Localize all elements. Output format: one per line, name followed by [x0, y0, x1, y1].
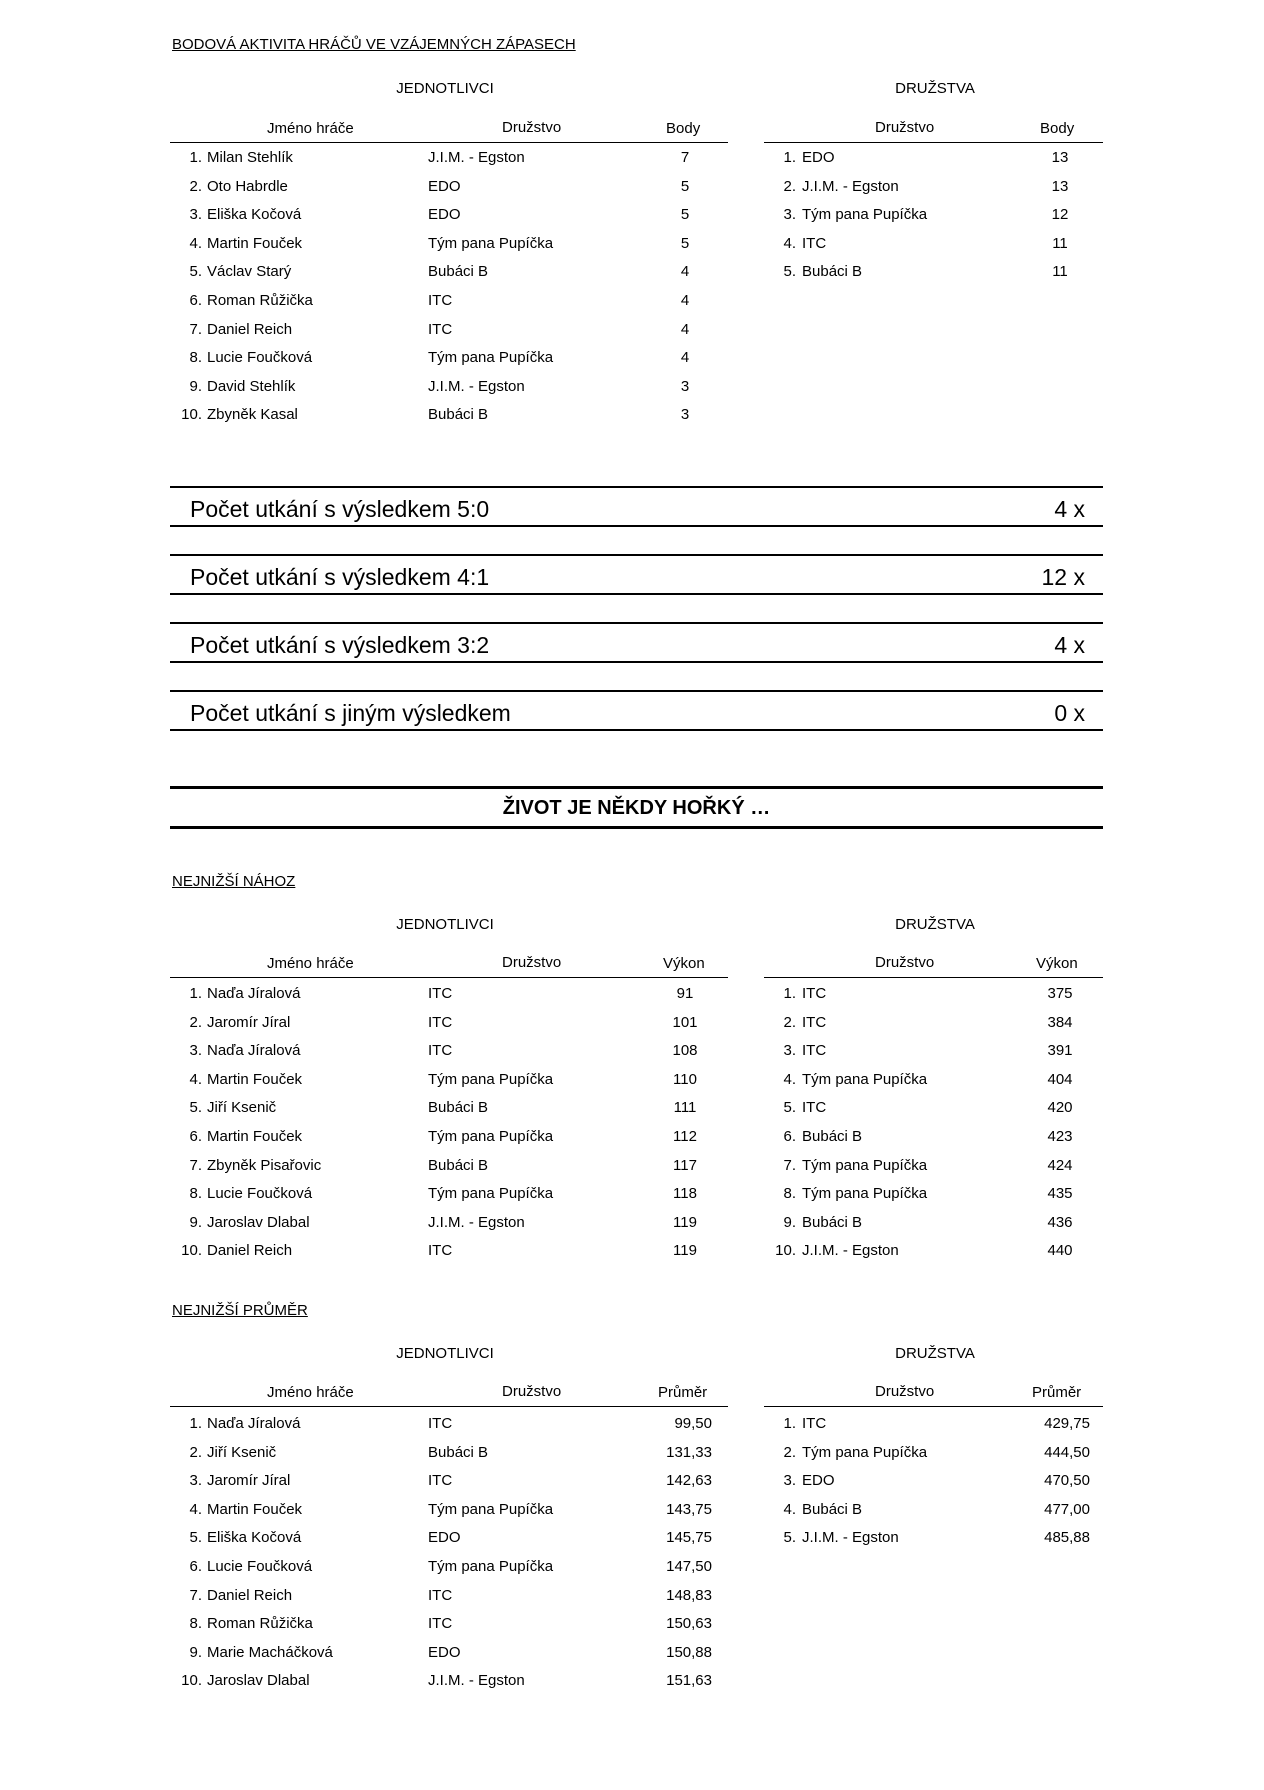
section-title-prumer: NEJNIŽŠÍ PRŮMĚR: [172, 1302, 308, 1319]
team-name: ITC: [428, 1242, 453, 1260]
team-name: ITC: [428, 292, 453, 309]
table-row: [0, 1614, 1264, 1634]
row-value: 485,88: [1044, 1529, 1090, 1547]
row-rank: 1.: [783, 1415, 796, 1432]
row-value: 13: [1051, 149, 1069, 166]
team-name: ITC: [802, 985, 827, 1002]
row-value: 142,63: [666, 1472, 712, 1490]
team-name: J.I.M. - Egston: [802, 1242, 899, 1260]
row-value: 470,50: [1044, 1472, 1090, 1490]
table-row: [0, 320, 1264, 340]
row-rank: 5.: [189, 263, 202, 281]
row-value: 110: [673, 1070, 697, 1088]
team-name: J.I.M. - Egston: [802, 177, 899, 195]
header-rule: [764, 142, 1103, 143]
row-rank: 3.: [783, 1472, 796, 1490]
table-row: [0, 291, 1264, 311]
table-row: [0, 1041, 1264, 1061]
banner-rule-bottom: [170, 826, 1103, 829]
row-rank: 9.: [189, 1213, 202, 1231]
row-rank: 2.: [189, 1443, 202, 1461]
result-rule-top: [170, 486, 1103, 488]
team-name: Bubáci B: [428, 406, 489, 424]
player-name: Jaromír Jíral: [207, 1013, 291, 1031]
player-name: Lucie Foučková: [207, 349, 313, 367]
table-row: [0, 1557, 1264, 1577]
result-label: Počet utkání s jiným výsledkem: [190, 700, 511, 726]
table-row: [0, 205, 1264, 225]
row-value: 375: [1047, 985, 1073, 1002]
result-value: 4 x: [1054, 632, 1085, 658]
table-row: [0, 1241, 1264, 1261]
row-value: 111: [673, 1099, 697, 1117]
col-team-body: Body: [1040, 120, 1075, 137]
row-value: 477,00: [1044, 1500, 1090, 1518]
row-value: 145,75: [666, 1529, 712, 1547]
row-value: 5: [680, 234, 690, 252]
col-team-druzstvo: Družstvo: [875, 1383, 935, 1400]
player-name: Lucie Foučková: [207, 1558, 313, 1575]
table-row: [0, 377, 1264, 397]
team-name: ITC: [428, 1615, 453, 1633]
result-rule-top: [170, 554, 1103, 556]
row-value: 5: [680, 177, 690, 195]
team-name: Tým pana Pupíčka: [802, 1156, 928, 1174]
row-rank: 7.: [189, 1586, 202, 1604]
table-row: [0, 1013, 1264, 1033]
result-value: 12 x: [1041, 564, 1085, 590]
team-name: Tým pana Pupíčka: [428, 1500, 554, 1518]
player-name: Václav Starý: [207, 263, 292, 281]
col-druzstvo: Družstvo: [502, 1383, 562, 1400]
result-rule-top: [170, 690, 1103, 692]
row-rank: 5.: [189, 1529, 202, 1547]
row-rank: 3.: [189, 1042, 202, 1060]
row-rank: 6.: [189, 292, 202, 309]
result-rule-bottom: [170, 525, 1103, 527]
player-name: Roman Růžička: [207, 1615, 313, 1633]
result-rule-bottom: [170, 661, 1103, 663]
row-value: 11: [1052, 263, 1068, 281]
row-value: 4: [680, 263, 690, 281]
team-name: ITC: [428, 320, 453, 338]
row-rank: 1.: [189, 1415, 202, 1432]
team-name: ITC: [428, 1415, 453, 1432]
team-name: EDO: [428, 206, 461, 224]
row-rank: 3.: [189, 1472, 202, 1490]
row-rank: 4.: [783, 1070, 796, 1088]
team-name: Bubáci B: [802, 1128, 863, 1145]
row-rank: 10.: [775, 1242, 796, 1260]
row-rank: 8.: [189, 1185, 202, 1203]
team-name: J.I.M. - Egston: [802, 1529, 899, 1547]
row-rank: 2.: [783, 1013, 796, 1031]
row-rank: 2.: [189, 177, 202, 195]
row-value: 4: [680, 349, 690, 367]
row-value: 404: [1047, 1070, 1073, 1088]
row-rank: 1.: [189, 149, 202, 166]
row-rank: 8.: [783, 1185, 796, 1203]
player-name: Naďa Jíralová: [207, 985, 301, 1002]
team-name: Tým pana Pupíčka: [428, 1128, 554, 1145]
table-row: [0, 405, 1264, 425]
team-name: ITC: [802, 1099, 827, 1117]
col-prumer: Průměr: [658, 1384, 708, 1401]
team-name: ITC: [428, 1013, 453, 1031]
row-rank: 6.: [189, 1558, 202, 1575]
section-title-nahoz: NEJNIŽŠÍ NÁHOZ: [172, 873, 296, 890]
row-value: 424: [1047, 1156, 1073, 1174]
header-rule: [170, 142, 728, 143]
team-name: EDO: [428, 1529, 461, 1547]
player-name: Naďa Jíralová: [207, 1042, 301, 1060]
table-row: [0, 1586, 1264, 1606]
team-name: EDO: [428, 177, 461, 195]
team-name: Bubáci B: [428, 1156, 489, 1174]
team-name: ITC: [428, 985, 453, 1002]
banner-rule-top: [170, 786, 1103, 789]
row-rank: 4.: [783, 1500, 796, 1518]
col-body: Body: [666, 120, 701, 137]
banner-title: ŽIVOT JE NĚKDY HOŘKÝ …: [502, 797, 771, 819]
row-value: 147,50: [666, 1558, 712, 1575]
header-rule: [764, 977, 1103, 978]
row-value: 131,33: [666, 1443, 712, 1461]
team-name: Tým pana Pupíčka: [428, 349, 554, 367]
table-row: [0, 177, 1264, 197]
player-name: Martin Fouček: [207, 234, 303, 252]
result-label: Počet utkání s výsledkem 3:2: [190, 632, 490, 658]
team-name: EDO: [428, 1643, 461, 1661]
team-name: Tým pana Pupíčka: [428, 1185, 554, 1203]
row-rank: 5.: [783, 263, 796, 281]
player-name: Lucie Foučková: [207, 1185, 313, 1203]
col-druzstvo: Družstvo: [502, 119, 562, 136]
table-row: [0, 148, 1264, 168]
row-value: 423: [1047, 1128, 1073, 1145]
team-name: Tým pana Pupíčka: [428, 1558, 554, 1575]
player-name: Jaroslav Dlabal: [207, 1672, 310, 1690]
row-rank: 8.: [189, 349, 202, 367]
header-rule: [764, 1406, 1103, 1407]
row-value: 117: [673, 1156, 697, 1174]
table-row: [0, 1098, 1264, 1118]
col-jmeno: Jméno hráče: [267, 955, 354, 972]
team-name: ITC: [428, 1042, 453, 1060]
player-name: Eliška Kočová: [207, 206, 302, 224]
table-row: [0, 1070, 1264, 1090]
row-value: 440: [1047, 1242, 1073, 1260]
team-name: ITC: [802, 1013, 827, 1031]
row-rank: 5.: [783, 1529, 796, 1547]
row-rank: 2.: [189, 1013, 202, 1031]
row-rank: 10.: [181, 1242, 202, 1260]
player-name: Jaroslav Dlabal: [207, 1213, 310, 1231]
row-value: 4: [680, 320, 690, 338]
player-name: Roman Růžička: [207, 292, 313, 309]
group-head-druzstva: DRUŽSTVA: [895, 1345, 975, 1362]
row-value: 12: [1051, 206, 1069, 224]
row-rank: 9.: [189, 1643, 202, 1661]
team-name: EDO: [802, 149, 835, 166]
row-value: 150,63: [666, 1615, 712, 1633]
team-name: J.I.M. - Egston: [428, 1213, 525, 1231]
table-row: [0, 262, 1264, 282]
result-rule-bottom: [170, 593, 1103, 595]
table-row: [0, 234, 1264, 254]
team-name: Tým pana Pupíčka: [428, 234, 554, 252]
row-rank: 8.: [189, 1615, 202, 1633]
row-rank: 10.: [181, 1672, 202, 1690]
table-row: [0, 1213, 1264, 1233]
team-name: Bubáci B: [802, 1500, 863, 1518]
team-name: Tým pana Pupíčka: [428, 1070, 554, 1088]
row-rank: 10.: [181, 406, 202, 424]
row-value: 91: [676, 985, 694, 1002]
row-value: 11: [1052, 234, 1068, 252]
row-rank: 9.: [783, 1213, 796, 1231]
player-name: Oto Habrdle: [207, 177, 288, 195]
player-name: Zbyněk Kasal: [207, 406, 298, 424]
col-vykon: Výkon: [663, 955, 705, 972]
row-rank: 4.: [189, 1070, 202, 1088]
row-value: 420: [1047, 1099, 1073, 1117]
header-rule: [170, 977, 728, 978]
col-team-vykon: Výkon: [1036, 955, 1078, 972]
result-label: Počet utkání s výsledkem 4:1: [190, 564, 490, 590]
row-value: 384: [1047, 1013, 1073, 1031]
row-rank: 2.: [783, 1443, 796, 1461]
row-value: 112: [673, 1128, 697, 1145]
player-name: Jaromír Jíral: [207, 1472, 291, 1490]
player-name: Daniel Reich: [207, 1586, 293, 1604]
player-name: Jiří Ksenič: [207, 1099, 277, 1117]
row-rank: 4.: [189, 234, 202, 252]
row-value: 5: [680, 206, 690, 224]
result-rule-top: [170, 622, 1103, 624]
group-head-jednotlivci: JEDNOTLIVCI: [396, 1345, 494, 1362]
row-value: 118: [673, 1185, 697, 1203]
player-name: Jiří Ksenič: [207, 1443, 277, 1461]
row-rank: 7.: [783, 1156, 796, 1174]
col-team-druzstvo: Družstvo: [875, 954, 935, 971]
result-rule-bottom: [170, 729, 1103, 731]
table-row: [0, 1443, 1264, 1463]
row-value: 13: [1051, 177, 1069, 195]
player-name: Naďa Jíralová: [207, 1415, 301, 1432]
team-name: Tým pana Pupíčka: [802, 1070, 928, 1088]
row-value: 429,75: [1044, 1415, 1090, 1432]
row-rank: 1.: [783, 149, 796, 166]
table-row: [0, 1643, 1264, 1663]
row-rank: 4.: [783, 234, 796, 252]
team-name: EDO: [802, 1472, 835, 1490]
team-name: Tým pana Pupíčka: [802, 1185, 928, 1203]
row-rank: 5.: [783, 1099, 796, 1117]
table-row: [0, 1671, 1264, 1691]
result-value: 0 x: [1054, 700, 1085, 726]
col-jmeno: Jméno hráče: [267, 1384, 354, 1401]
result-label: Počet utkání s výsledkem 5:0: [190, 496, 490, 522]
row-value: 143,75: [666, 1500, 712, 1518]
table-row: [0, 1414, 1264, 1434]
row-rank: 4.: [189, 1500, 202, 1518]
row-value: 7: [680, 149, 690, 166]
player-name: Daniel Reich: [207, 1242, 293, 1260]
player-name: Eliška Kočová: [207, 1529, 302, 1547]
team-name: Bubáci B: [802, 263, 863, 281]
col-jmeno: Jméno hráče: [267, 120, 354, 137]
table-row: [0, 1127, 1264, 1147]
table-row: [0, 1471, 1264, 1491]
row-value: 119: [673, 1213, 697, 1231]
row-value: 99,50: [674, 1415, 712, 1432]
row-rank: 3.: [189, 206, 202, 224]
row-value: 391: [1047, 1042, 1073, 1060]
team-name: ITC: [802, 234, 827, 252]
row-value: 444,50: [1044, 1443, 1090, 1461]
row-rank: 1.: [783, 985, 796, 1002]
col-druzstvo: Družstvo: [502, 954, 562, 971]
row-value: 435: [1047, 1185, 1073, 1203]
row-rank: 6.: [189, 1128, 202, 1145]
group-head-druzstva: DRUŽSTVA: [895, 916, 975, 933]
team-name: ITC: [428, 1586, 453, 1604]
team-name: Bubáci B: [802, 1213, 863, 1231]
table-row: [0, 348, 1264, 368]
table-row: [0, 1156, 1264, 1176]
row-rank: 7.: [189, 320, 202, 338]
player-name: Daniel Reich: [207, 320, 293, 338]
team-name: Bubáci B: [428, 263, 489, 281]
row-rank: 5.: [189, 1099, 202, 1117]
player-name: Martin Fouček: [207, 1128, 303, 1145]
row-rank: 7.: [189, 1156, 202, 1174]
col-team-prumer: Průměr: [1032, 1384, 1082, 1401]
team-name: ITC: [428, 1472, 453, 1490]
header-rule: [170, 1406, 728, 1407]
team-name: J.I.M. - Egston: [428, 149, 525, 166]
table-row: [0, 1500, 1264, 1520]
player-name: David Stehlík: [207, 377, 296, 395]
team-name: J.I.M. - Egston: [428, 1672, 525, 1690]
team-name: Bubáci B: [428, 1443, 489, 1461]
group-head-druzstva: DRUŽSTVA: [895, 80, 975, 97]
row-value: 3: [680, 377, 690, 395]
player-name: Martin Fouček: [207, 1500, 303, 1518]
team-name: Bubáci B: [428, 1099, 489, 1117]
group-head-jednotlivci: JEDNOTLIVCI: [396, 916, 494, 933]
row-rank: 2.: [783, 177, 796, 195]
result-value: 4 x: [1054, 496, 1085, 522]
team-name: J.I.M. - Egston: [428, 377, 525, 395]
row-value: 148,83: [666, 1586, 712, 1604]
player-name: Zbyněk Pisařovic: [207, 1156, 322, 1174]
table-row: [0, 984, 1264, 1004]
player-name: Marie Macháčková: [207, 1643, 333, 1661]
row-value: 101: [672, 1013, 698, 1031]
row-value: 108: [672, 1042, 698, 1060]
table-row: [0, 1184, 1264, 1204]
team-name: ITC: [802, 1042, 827, 1060]
row-rank: 3.: [783, 1042, 796, 1060]
row-rank: 6.: [783, 1128, 796, 1145]
team-name: Tým pana Pupíčka: [802, 206, 928, 224]
table-row: [0, 1528, 1264, 1548]
team-name: ITC: [802, 1415, 827, 1432]
row-value: 436: [1047, 1213, 1073, 1231]
player-name: Martin Fouček: [207, 1070, 303, 1088]
group-head-jednotlivci: JEDNOTLIVCI: [396, 80, 494, 97]
section-title-bodova: BODOVÁ AKTIVITA HRÁČŮ VE VZÁJEMNÝCH ZÁPASECH: [172, 36, 576, 53]
team-name: Tým pana Pupíčka: [802, 1443, 928, 1461]
col-team-druzstvo: Družstvo: [875, 119, 935, 136]
row-value: 4: [680, 292, 690, 309]
row-value: 3: [680, 406, 690, 424]
row-rank: 9.: [189, 377, 202, 395]
row-rank: 3.: [783, 206, 796, 224]
row-rank: 1.: [189, 985, 202, 1002]
row-value: 151,63: [666, 1672, 712, 1690]
row-value: 119: [673, 1242, 697, 1260]
player-name: Milan Stehlík: [207, 149, 293, 166]
row-value: 150,88: [666, 1643, 712, 1661]
